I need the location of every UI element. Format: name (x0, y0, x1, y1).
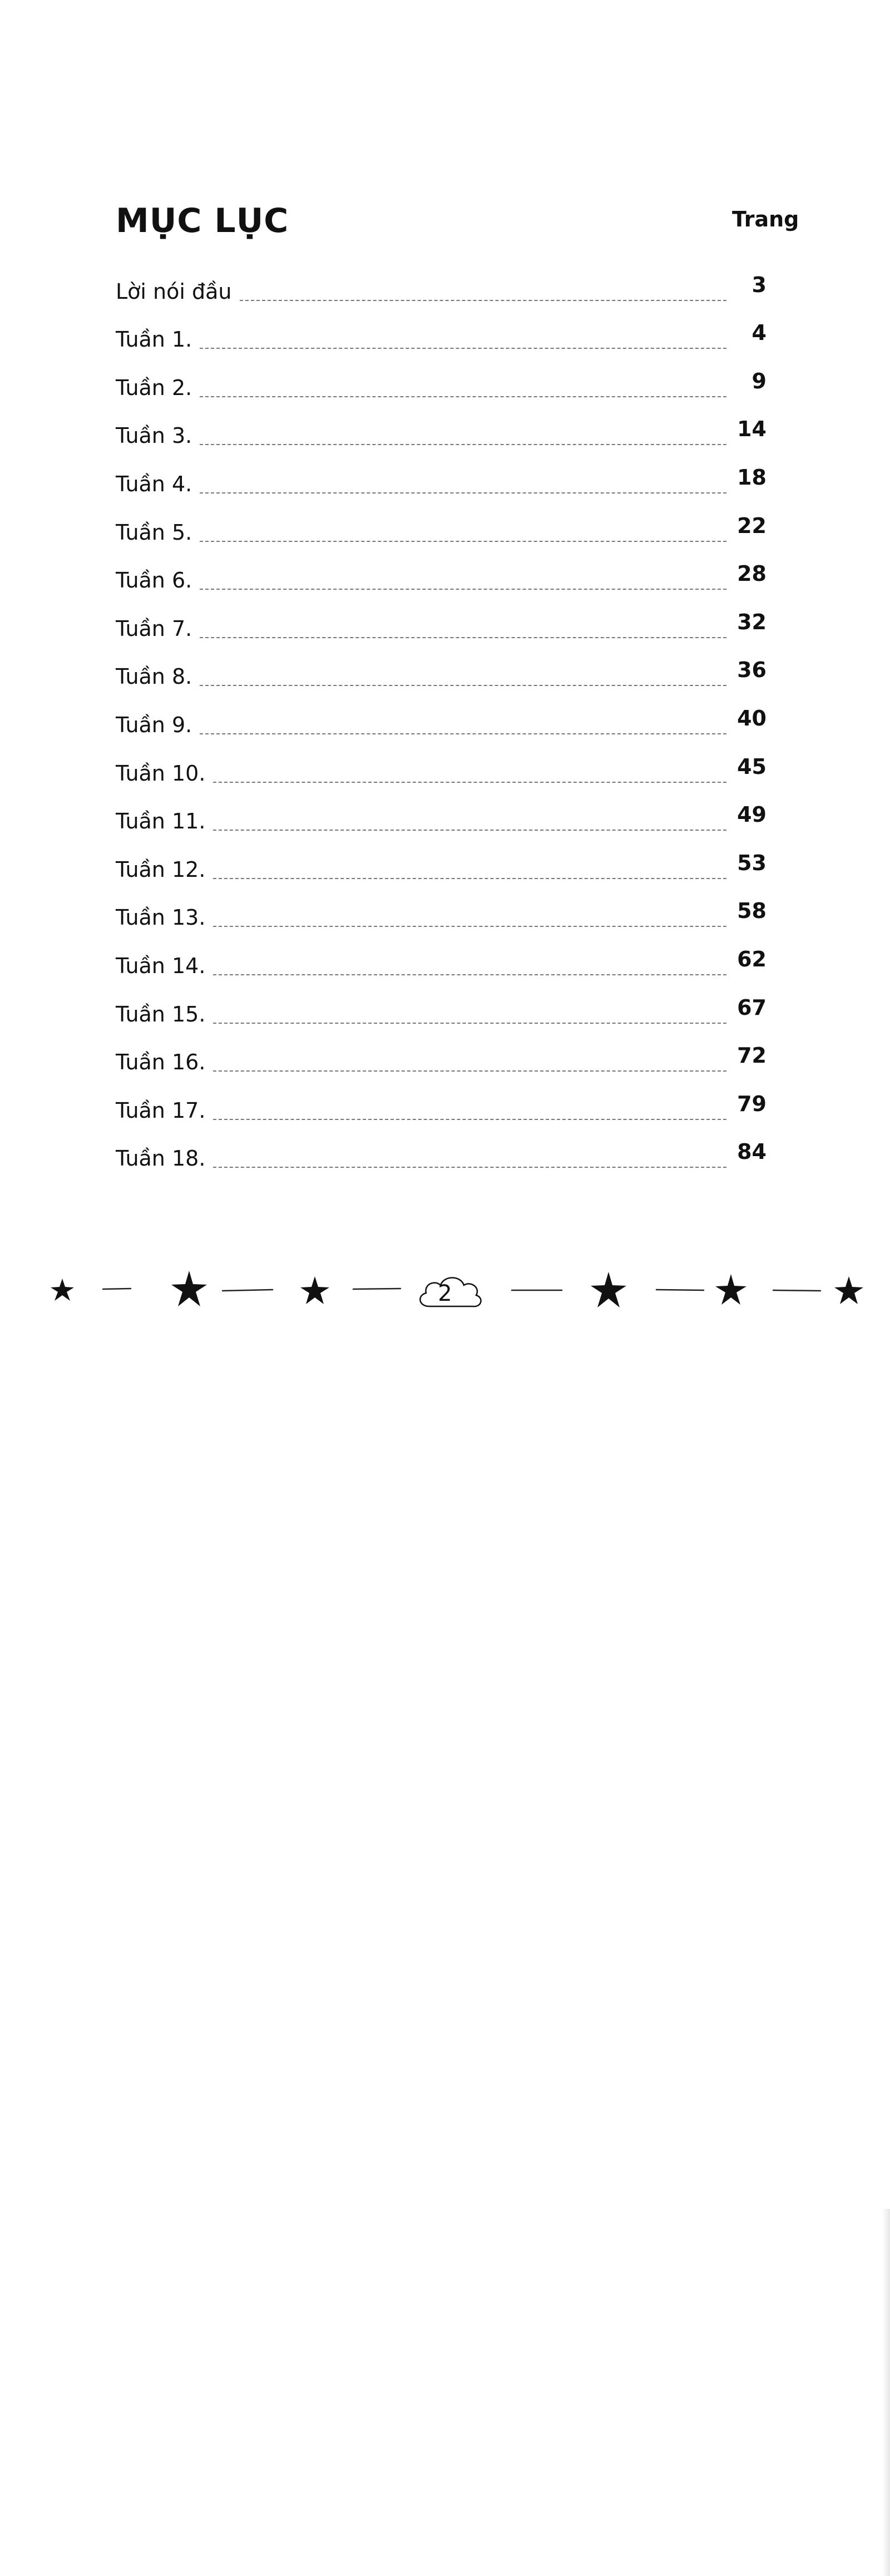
toc-entry-label: Tuần 12. (116, 857, 206, 882)
toc-entry-page: 58 (737, 899, 767, 924)
toc-entry-page: 9 (751, 368, 767, 393)
toc-entry-page: 84 (737, 1139, 767, 1164)
toc-entry[interactable] (116, 936, 767, 984)
dotted-leader (213, 878, 726, 879)
toc-entry[interactable] (116, 743, 767, 792)
star-icon (715, 1274, 746, 1305)
toc-entry[interactable] (116, 502, 767, 551)
toc-entry-page: 72 (737, 1043, 767, 1068)
toc-entry-page: 40 (737, 705, 767, 731)
toc-entry[interactable] (116, 1033, 767, 1081)
dotted-leader (213, 1167, 726, 1168)
toc-entry-label: Tuần 14. (116, 953, 206, 978)
toc-entry[interactable] (116, 1080, 767, 1129)
page-column-header: Trang (732, 207, 799, 231)
dotted-leader (200, 733, 726, 734)
toc-entry-label: Tuần 3. (116, 423, 192, 448)
toc-entry-page: 53 (737, 850, 767, 875)
star-icon (834, 1276, 863, 1304)
toc-entry-label: Tuần 4. (116, 471, 192, 496)
toc-entry-label: Tuần 8. (116, 664, 192, 689)
dotted-leader (200, 685, 726, 686)
dash-line (222, 1290, 273, 1291)
toc-entry-page: 49 (737, 802, 767, 827)
toc-entry-label: Tuần 18. (116, 1146, 206, 1171)
dotted-leader (213, 926, 726, 927)
dotted-leader (200, 637, 726, 638)
toc-entry-page: 32 (737, 609, 767, 634)
page-edge-shadow (882, 2209, 890, 2576)
dotted-leader (240, 300, 726, 301)
dotted-leader (213, 830, 726, 831)
toc-entry-page: 45 (737, 754, 767, 779)
toc-entry-page: 36 (737, 658, 767, 683)
dotted-leader (213, 1119, 726, 1120)
toc-entry-page: 4 (751, 320, 767, 346)
toc-entry-label: Tuần 6. (116, 568, 192, 593)
toc-entry[interactable] (116, 310, 767, 358)
dotted-leader (200, 541, 726, 542)
toc-entry-page: 67 (737, 995, 767, 1020)
dotted-leader (200, 444, 726, 445)
toc-entry-page: 62 (737, 946, 767, 971)
toc-entry-page: 22 (737, 513, 767, 538)
toc-entry-label: Tuần 9. (116, 712, 192, 737)
table-of-contents (116, 261, 767, 1177)
dotted-leader (200, 589, 726, 590)
toc-entry-page: 79 (737, 1091, 767, 1116)
toc-entry[interactable] (116, 792, 767, 840)
toc-entry[interactable] (116, 599, 767, 647)
toc-entry[interactable] (116, 358, 767, 406)
toc-entry-label: Tuần 16. (116, 1050, 206, 1075)
toc-entry-label: Tuần 17. (116, 1098, 206, 1123)
toc-entry-page: 3 (751, 272, 767, 297)
toc-entry-label: Tuần 15. (116, 1001, 206, 1027)
star-icon (171, 1271, 207, 1306)
toc-entry[interactable] (116, 695, 767, 743)
toc-entry-label: Tuần 5. (116, 520, 192, 545)
toc-entry[interactable] (116, 261, 767, 310)
toc-entry-page: 18 (737, 465, 767, 490)
dotted-leader (213, 1070, 726, 1072)
toc-entry-label: Tuần 10. (116, 761, 206, 786)
toc-entry[interactable] (116, 888, 767, 936)
toc-entry-page: 28 (737, 561, 767, 586)
toc-entry-label: Tuần 2. (116, 375, 192, 400)
dotted-leader (200, 492, 726, 494)
toc-entry[interactable] (116, 551, 767, 599)
toc-entry[interactable] (116, 840, 767, 888)
toc-entry-label: Tuần 13. (116, 905, 206, 930)
toc-entry[interactable] (116, 454, 767, 502)
toc-entry-label: Tuần 11. (116, 809, 206, 834)
dotted-leader (213, 782, 726, 783)
dotted-leader (200, 348, 726, 349)
star-icon (591, 1272, 626, 1307)
toc-entry[interactable] (116, 984, 767, 1033)
page-number: 2 (438, 1281, 452, 1306)
star-icon (51, 1279, 74, 1301)
toc-entry[interactable] (116, 406, 767, 455)
page-title: MỤC LỤC (116, 201, 289, 240)
toc-entry-label: Tuần 7. (116, 616, 192, 641)
dash-line (773, 1290, 820, 1291)
toc-entry[interactable] (116, 647, 767, 695)
toc-entry[interactable] (116, 1129, 767, 1177)
dotted-leader (200, 396, 726, 397)
toc-entry-label: Tuần 1. (116, 327, 192, 352)
toc-entry-page: 14 (737, 417, 767, 442)
dotted-leader (213, 974, 726, 975)
star-icon (300, 1276, 329, 1304)
toc-entry-label: Lời nói đầu (116, 279, 232, 304)
dotted-leader (213, 1023, 726, 1024)
